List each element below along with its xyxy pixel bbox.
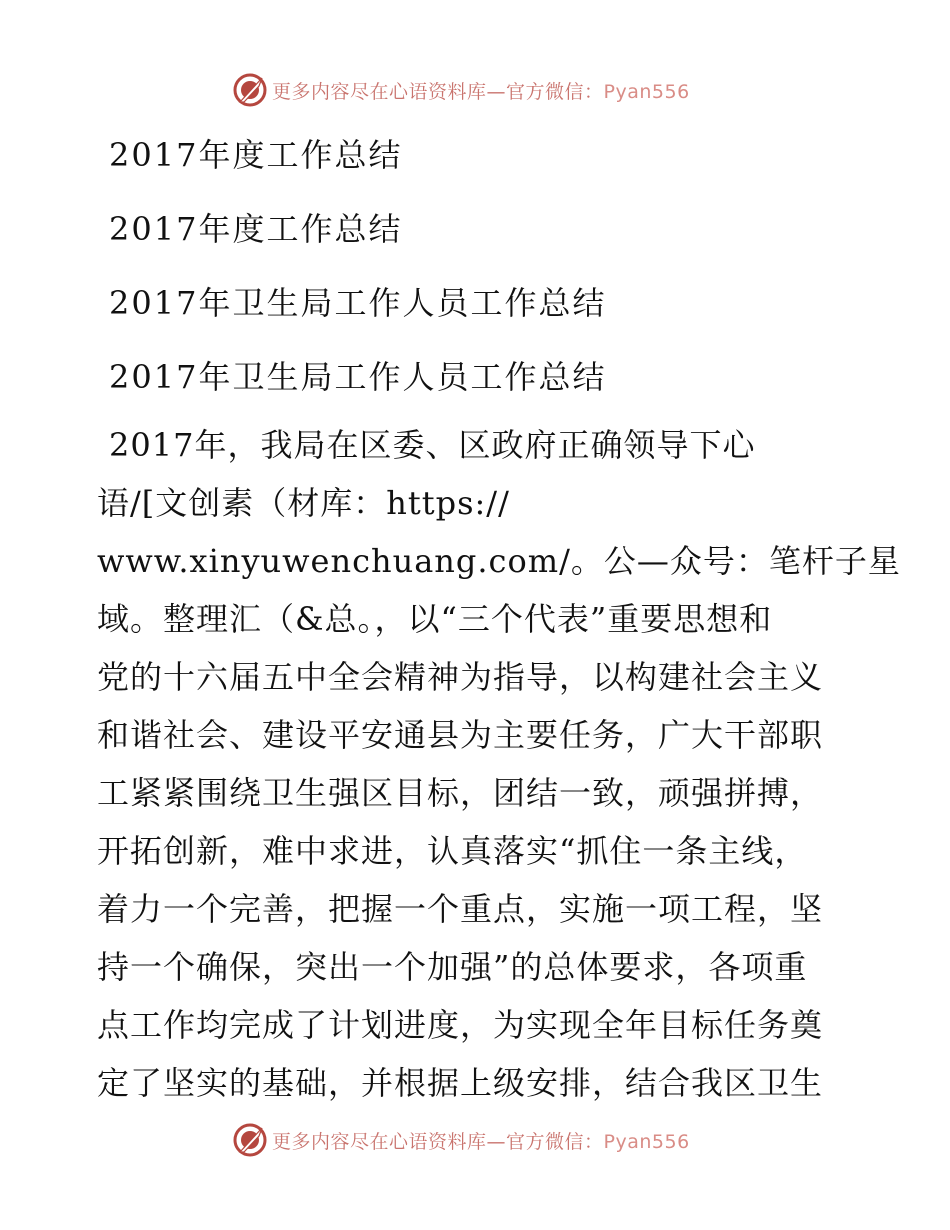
paragraph-line: 持一个确保，突出一个加强”的总体要求，各项重 [97,948,808,986]
quill-pen-seal-icon [232,72,268,108]
paragraph-line: 党的十六届五中全会精神为指导，以构建社会主义 [97,658,824,696]
footer-banner [232,1120,690,1160]
paragraph-line: 开拓创新，难中求进，认真落实“抓住一条主线， [97,832,808,870]
heading-2: 2017年度工作总结 [109,210,403,248]
body-paragraph [97,416,901,1112]
wechat-id: Pyan556 [603,1130,690,1153]
heading-1: 2017年度工作总结 [109,136,403,174]
paragraph-line: www.xinyuwenchuang.com/。公—众号：笔杆子星 [97,542,901,580]
header-banner [232,70,690,110]
paragraph-line: 域。整理汇（&总。，以“三个代表”重要思想和 [97,600,773,638]
document-content [97,118,901,1112]
paragraph-line: 2017年，我局在区委、区政府正确领导下心 [109,426,756,464]
paragraph-line: 工紧紧围绕卫生强区目标，团结一致，顽强拼搏， [97,774,824,812]
heading-3: 2017年卫生局工作人员工作总结 [109,284,607,322]
banner-text: 更多内容尽在心语资料库—官方微信：Pyan556 [272,1130,690,1153]
banner-text: 更多内容尽在心语资料库—官方微信：Pyan556 [272,80,690,103]
paragraph-line: 着力一个完善，把握一个重点，实施一项工程，坚 [97,890,824,928]
paragraph-line: 和谐社会、建设平安通县为主要任务，广大干部职 [97,716,824,754]
paragraph-line: 点工作均完成了计划进度，为实现全年目标任务奠 [97,1006,824,1044]
heading-4: 2017年卫生局工作人员工作总结 [109,358,607,396]
paragraph-line: 定了坚实的基础，并根据上级安排，结合我区卫生 [97,1064,824,1102]
quill-pen-seal-icon [232,1122,268,1158]
wechat-id: Pyan556 [603,80,690,103]
paragraph-line: 语/[文创素（材库：https:// [97,484,510,522]
